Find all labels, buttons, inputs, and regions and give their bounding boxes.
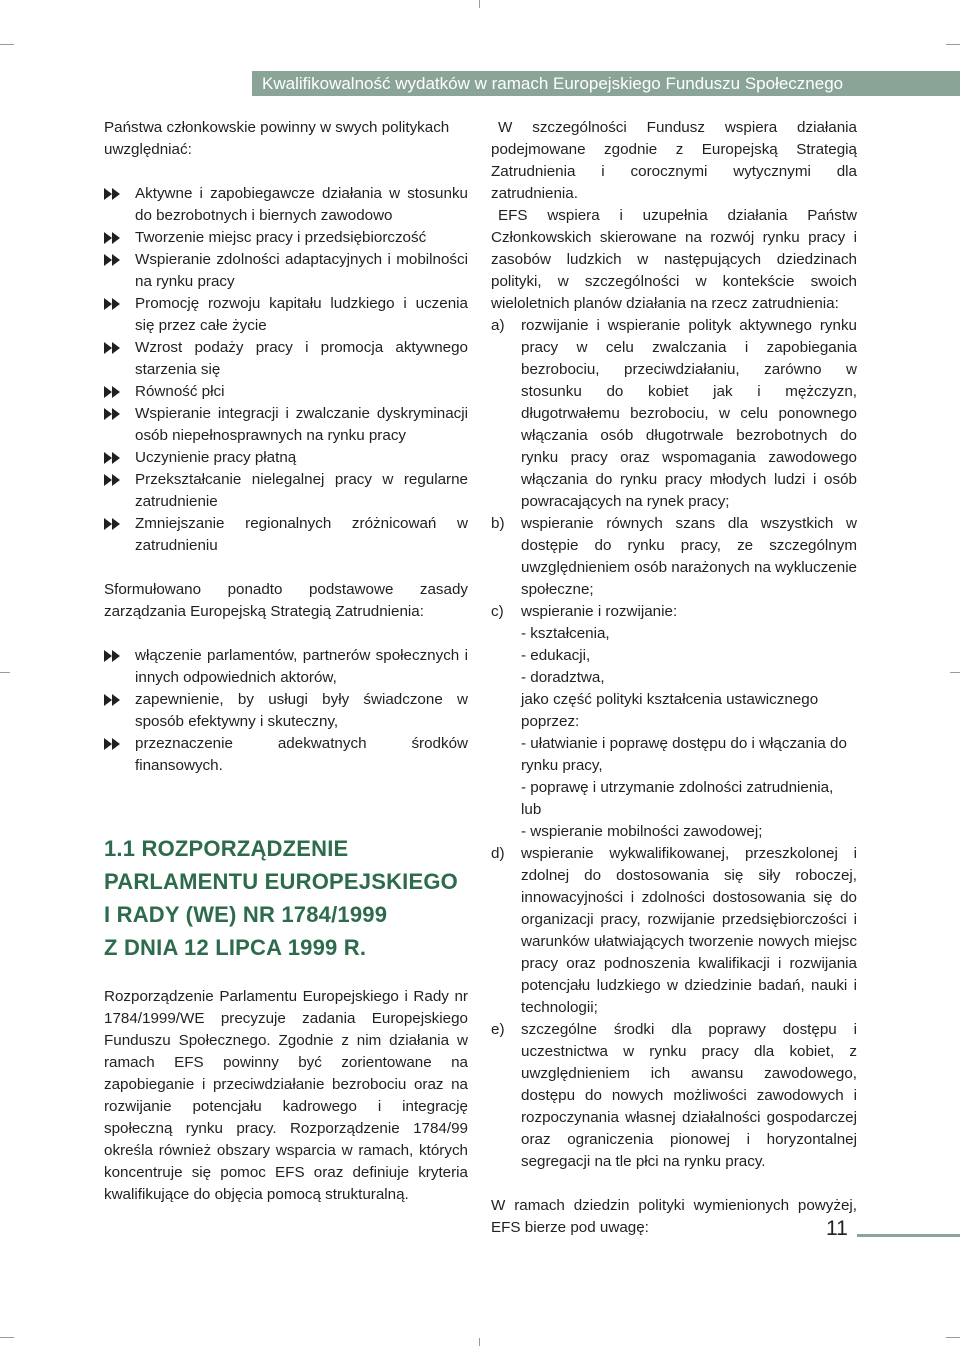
double-arrow-bullet-icon — [104, 452, 121, 464]
efs-paragraph: EFS wspiera i uzupełnia działania Państw Członkowskich skierowane na rozwój rynku pracy i zasobów ludzkich w następujących dziedzinach polityki, w szczególności w kontekście swoich wieloletnich planów działania na rzecz zatrudnienia: — [491, 207, 857, 312]
right-column — [491, 117, 857, 1239]
list-item: włączenie parlamentów, partnerów społecznych i innych odpowiednich aktorów, — [104, 645, 468, 689]
crop-mark — [946, 44, 960, 45]
page-number: 11 — [826, 1217, 848, 1240]
policy-areas-list — [491, 315, 857, 1173]
list-item: Zmniejszanie regionalnych zróżnicowań w zatrudnieniu — [104, 513, 468, 557]
double-arrow-bullet-icon — [104, 650, 121, 662]
double-arrow-bullet-icon — [104, 342, 121, 354]
list-item: c) wspieranie i rozwijanie: - kształcenia, - edukacji, - doradztwa, jako część polityki kształcenia ustawicznego poprzez: - ułatwianie i poprawę dostępu do i włączania do rynku pracy, - poprawę i utrzymanie zdolności zatrudnienia, lub - wspieranie mobilności zawodowej; — [491, 603, 847, 840]
crop-mark — [946, 1337, 960, 1338]
double-arrow-bullet-icon — [104, 408, 121, 420]
intro-paragraph: Państwa członkowskie powinny w swych politykach uwzględniać: — [104, 119, 450, 158]
crop-mark — [0, 44, 14, 45]
crop-mark — [0, 1337, 14, 1338]
support-paragraph: W szczególności Fundusz wspiera działania podejmowane zgodnie z Europejską Strategią Zatrudnienia i corocznymi wytycznymi dla zatrudnienia. — [491, 119, 857, 202]
list-item: e) szczególne środki dla poprawy dostępu i uczestnictwa w rynku pracy dla kobiet, z uwzględnieniem ich awansu zawodowego, dostępu do nowych możliwości zawodowych i rozpoczynania własnej działalności gospodarczej oraz ograniczenia pionowej i horyzontalnej segregacji na tle płci na rynku pracy. — [491, 1021, 857, 1170]
list-item: Tworzenie miejsc pracy i przedsiębiorczość — [104, 227, 468, 249]
double-arrow-bullet-icon — [104, 298, 121, 310]
double-arrow-bullet-icon — [104, 694, 121, 706]
list-item: przeznaczenie adekwatnych środków finansowych. — [104, 733, 468, 777]
crop-mark — [950, 672, 960, 673]
principles-intro: Sformułowano ponadto podstawowe zasady zarządzania Europejską Strategią Zatrudnienia: — [104, 581, 468, 620]
page-number-rule — [857, 1234, 960, 1237]
list-item: zapewnienie, by usługi były świadczone w sposób efektywny i skuteczny, — [104, 689, 468, 733]
double-arrow-bullet-icon — [104, 386, 121, 398]
running-header-title: Kwalifikowalność wydatków w ramach Europejskiego Funduszu Społecznego — [262, 74, 844, 93]
section-heading: 1.1 ROZPORZĄDZENIE PARLAMENTU EUROPEJSKIEGO I RADY (WE) NR 1784/1999 Z DNIA 12 LIPCA 1999 R. — [104, 836, 458, 960]
double-arrow-bullet-icon — [104, 738, 121, 750]
list-item: Wzrost podaży pracy i promocja aktywnego starzenia się — [104, 337, 468, 381]
list-item: Promocję rozwoju kapitału ludzkiego i uczenia się przez całe życie — [104, 293, 468, 337]
left-column — [104, 117, 468, 1206]
closing-paragraph: W ramach dziedzin polityki wymienionych powyżej, EFS bierze pod uwagę: — [491, 1197, 857, 1236]
list-item: Aktywne i zapobiegawcze działania w stosunku do bezrobotnych i biernych zawodowo — [104, 183, 468, 227]
double-arrow-bullet-icon — [104, 188, 121, 200]
crop-mark — [479, 1338, 480, 1346]
regulation-paragraph: Rozporządzenie Parlamentu Europejskiego i Rady nr 1784/1999/WE precyzuje zadania Europejskiego Funduszu Społecznego. Zgodnie z nim działania w ramach EFS powinny być zorientowane na zapobieganie i przeciwdziałanie bezrobociu oraz na rozwijanie potencjału kadrowego i integrację społeczną rynku pracy. Rozporządzenie 1784/99 określa również obszary wsparcia w ramach, których koncentruje się pomoc EFS oraz definiuje kryteria kwalifikujące do objęcia pomocą strukturalną. — [104, 988, 468, 1203]
list-item: a) rozwijanie i wspieranie polityk aktywnego rynku pracy w celu zwalczania i zapobiegania bezrobociu, przeciwdziałaniu, zarówno w stosunku do kobiet jak i mężczyzn, długotrwałemu bezrobociu, w celu ponownego włączania osób długotrwale bezrobotnych do rynku pracy oraz wspomagania zawodowego włączania do rynku pracy młodych ludzi i osób powracających na rynek pracy; — [491, 317, 857, 510]
list-item: d) wspieranie wykwalifikowanej, przeszkolonej i zdolnej do dostosowania się siły roboczej, innowacyjności i zdolności dostosowania się do organizacji pracy, rozwijanie przedsiębiorczości i warunków ułatwiających tworzenie nowych miejsc pracy oraz podnoszenia kwalifikacji i rozwijania potencjału ludzkiego w dziedzinie badań, nauki i technologii; — [491, 845, 857, 1016]
double-arrow-bullet-icon — [104, 518, 121, 530]
policy-list — [104, 183, 468, 557]
double-arrow-bullet-icon — [104, 474, 121, 486]
list-item: Wspieranie zdolności adaptacyjnych i mobilności na rynku pracy — [104, 249, 468, 293]
crop-mark — [479, 0, 480, 8]
list-item: b) wspieranie równych szans dla wszystkich w dostępie do rynku pracy, ze szczególnym uwzględnieniem osób narażonych na wykluczenie społeczne; — [491, 515, 858, 598]
double-arrow-bullet-icon — [104, 254, 121, 266]
list-item: Przekształcanie nielegalnej pracy w regularne zatrudnienie — [104, 469, 468, 513]
list-item: Równość płci — [104, 381, 468, 403]
list-item: Wspieranie integracji i zwalczanie dyskryminacji osób niepełnosprawnych na rynku pracy — [104, 403, 468, 447]
list-item: Uczynienie pracy płatną — [104, 447, 468, 469]
crop-mark — [0, 672, 10, 673]
double-arrow-bullet-icon — [104, 232, 121, 244]
principles-list — [104, 645, 468, 777]
